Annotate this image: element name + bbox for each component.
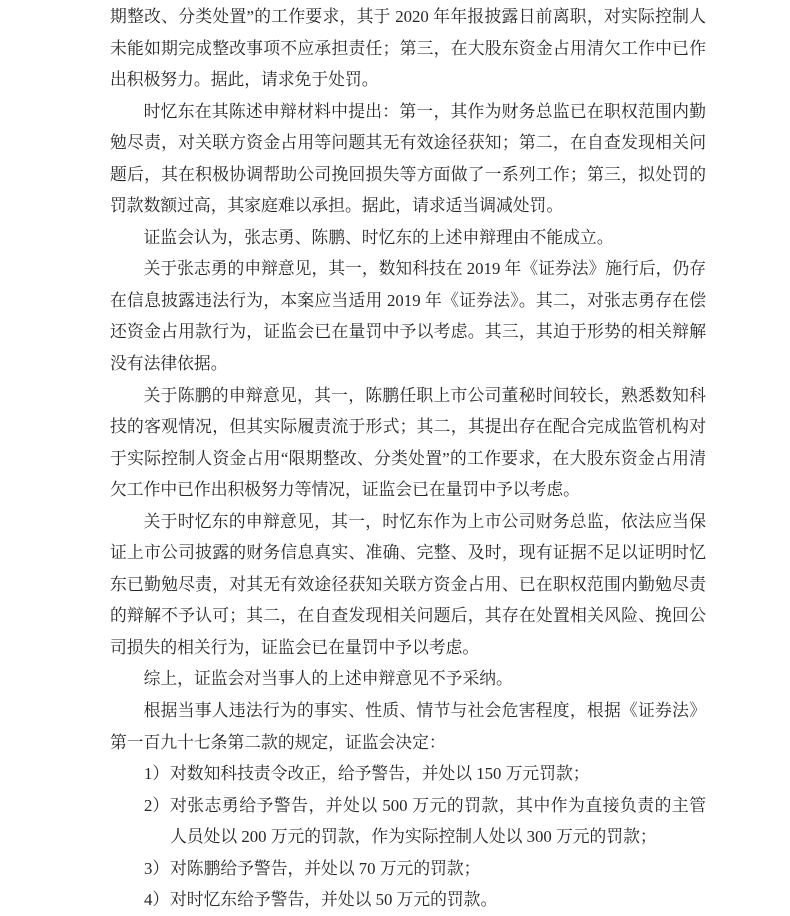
paragraph-shi-yidong-opinion: 关于时忆东的申辩意见，其一，时忆东作为上市公司财务总监，依法应当保证上市公司披露的财务信息真实、准确、完整、及时，现有证据不足以证明时忆东已勤勉尽责，对其无有效途径获知关联方资金占用、已在职权范围内勤勉尽责的辩解不予认可；其二，在自查发现相关问题后，其存在处置相关风险、挽回公司损失的相关行为，证监会已在量罚中予以考虑。	[110, 511, 706, 657]
paragraph-summary-rejection: 综上，证监会对当事人的上述申辩意见不予采纳。	[143, 669, 513, 689]
decision-item-2	[110, 790, 706, 853]
decision-marker-1: 1）	[144, 764, 170, 784]
decision-marker-4: 4）	[144, 890, 170, 910]
decision-text-3: 对陈鹏给予警告，并处以 70 万元的罚款；	[170, 858, 481, 878]
decision-list	[110, 758, 706, 916]
document-text-block	[110, 1, 706, 916]
paragraph-legal-basis: 根据当事人违法行为的事实、性质、情节与社会危害程度，根据《证券法》第一百九十七条第二款的规定，证监会决定：	[110, 701, 706, 752]
paragraph-continuation: 期整改、分类处置”的工作要求，其于 2020 年年报披露日前离职，对实际控制人未能如期完成整改事项不应承担责任；第三，在大股东资金占用清欠工作中已作出积极努力。据此，请求免于处罚。	[110, 7, 706, 90]
paragraph-zhang-zhiyong-opinion: 关于张志勇的申辩意见，其一，数知科技在 2019 年《证券法》施行后，仍存在信息披露违法行为，本案应当适用 2019 年《证券法》。其二，对张志勇存在偿还资金占用款行为，证监会已在量罚中予以考虑。其三，其迫于形势的相关辩解没有法律依据。	[110, 259, 706, 374]
decision-text-1: 对数知科技责令改正，给予警告，并处以 150 万元罚款；	[170, 764, 590, 784]
decision-text-4: 对时忆东给予警告，并处以 50 万元的罚款。	[170, 890, 498, 910]
decision-marker-2: 2）	[144, 795, 170, 815]
decision-item-4	[110, 884, 706, 916]
paragraph-shi-yidong-defense: 时忆东在其陈述申辩材料中提出：第一，其作为财务总监已在职权范围内勤勉尽责，对关联方资金占用等问题其无有效途径获知；第二，在自查发现相关问题后，其在积极协调帮助公司挽回损失等方面做了一系列工作；第三，拟处罚的罚款数额过高，其家庭难以承担。据此，请求适当调减处罚。	[110, 101, 706, 216]
decision-item-1	[110, 758, 706, 790]
decision-text-2: 对张志勇给予警告，并处以 500 万元的罚款，其中作为直接负责的主管人员处以 200 万元的罚款，作为实际控制人处以 300 万元的罚款；	[170, 795, 706, 847]
decision-item-3	[110, 853, 706, 885]
paragraph-chen-peng-opinion: 关于陈鹏的申辩意见，其一，陈鹏任职上市公司董秘时间较长，熟悉数知科技的客观情况，但其实际履责流于形式；其二，其提出存在配合完成监管机构对于实际控制人资金占用“限期整改、分类处置”的工作要求，在大股东资金占用清欠工作中已作出积极努力等情况，证监会已在量罚中予以考虑。	[110, 385, 706, 500]
decision-marker-3: 3）	[144, 858, 170, 878]
paragraph-csrc-conclusion: 证监会认为，张志勇、陈鹏、时忆东的上述申辩理由不能成立。	[143, 227, 614, 247]
